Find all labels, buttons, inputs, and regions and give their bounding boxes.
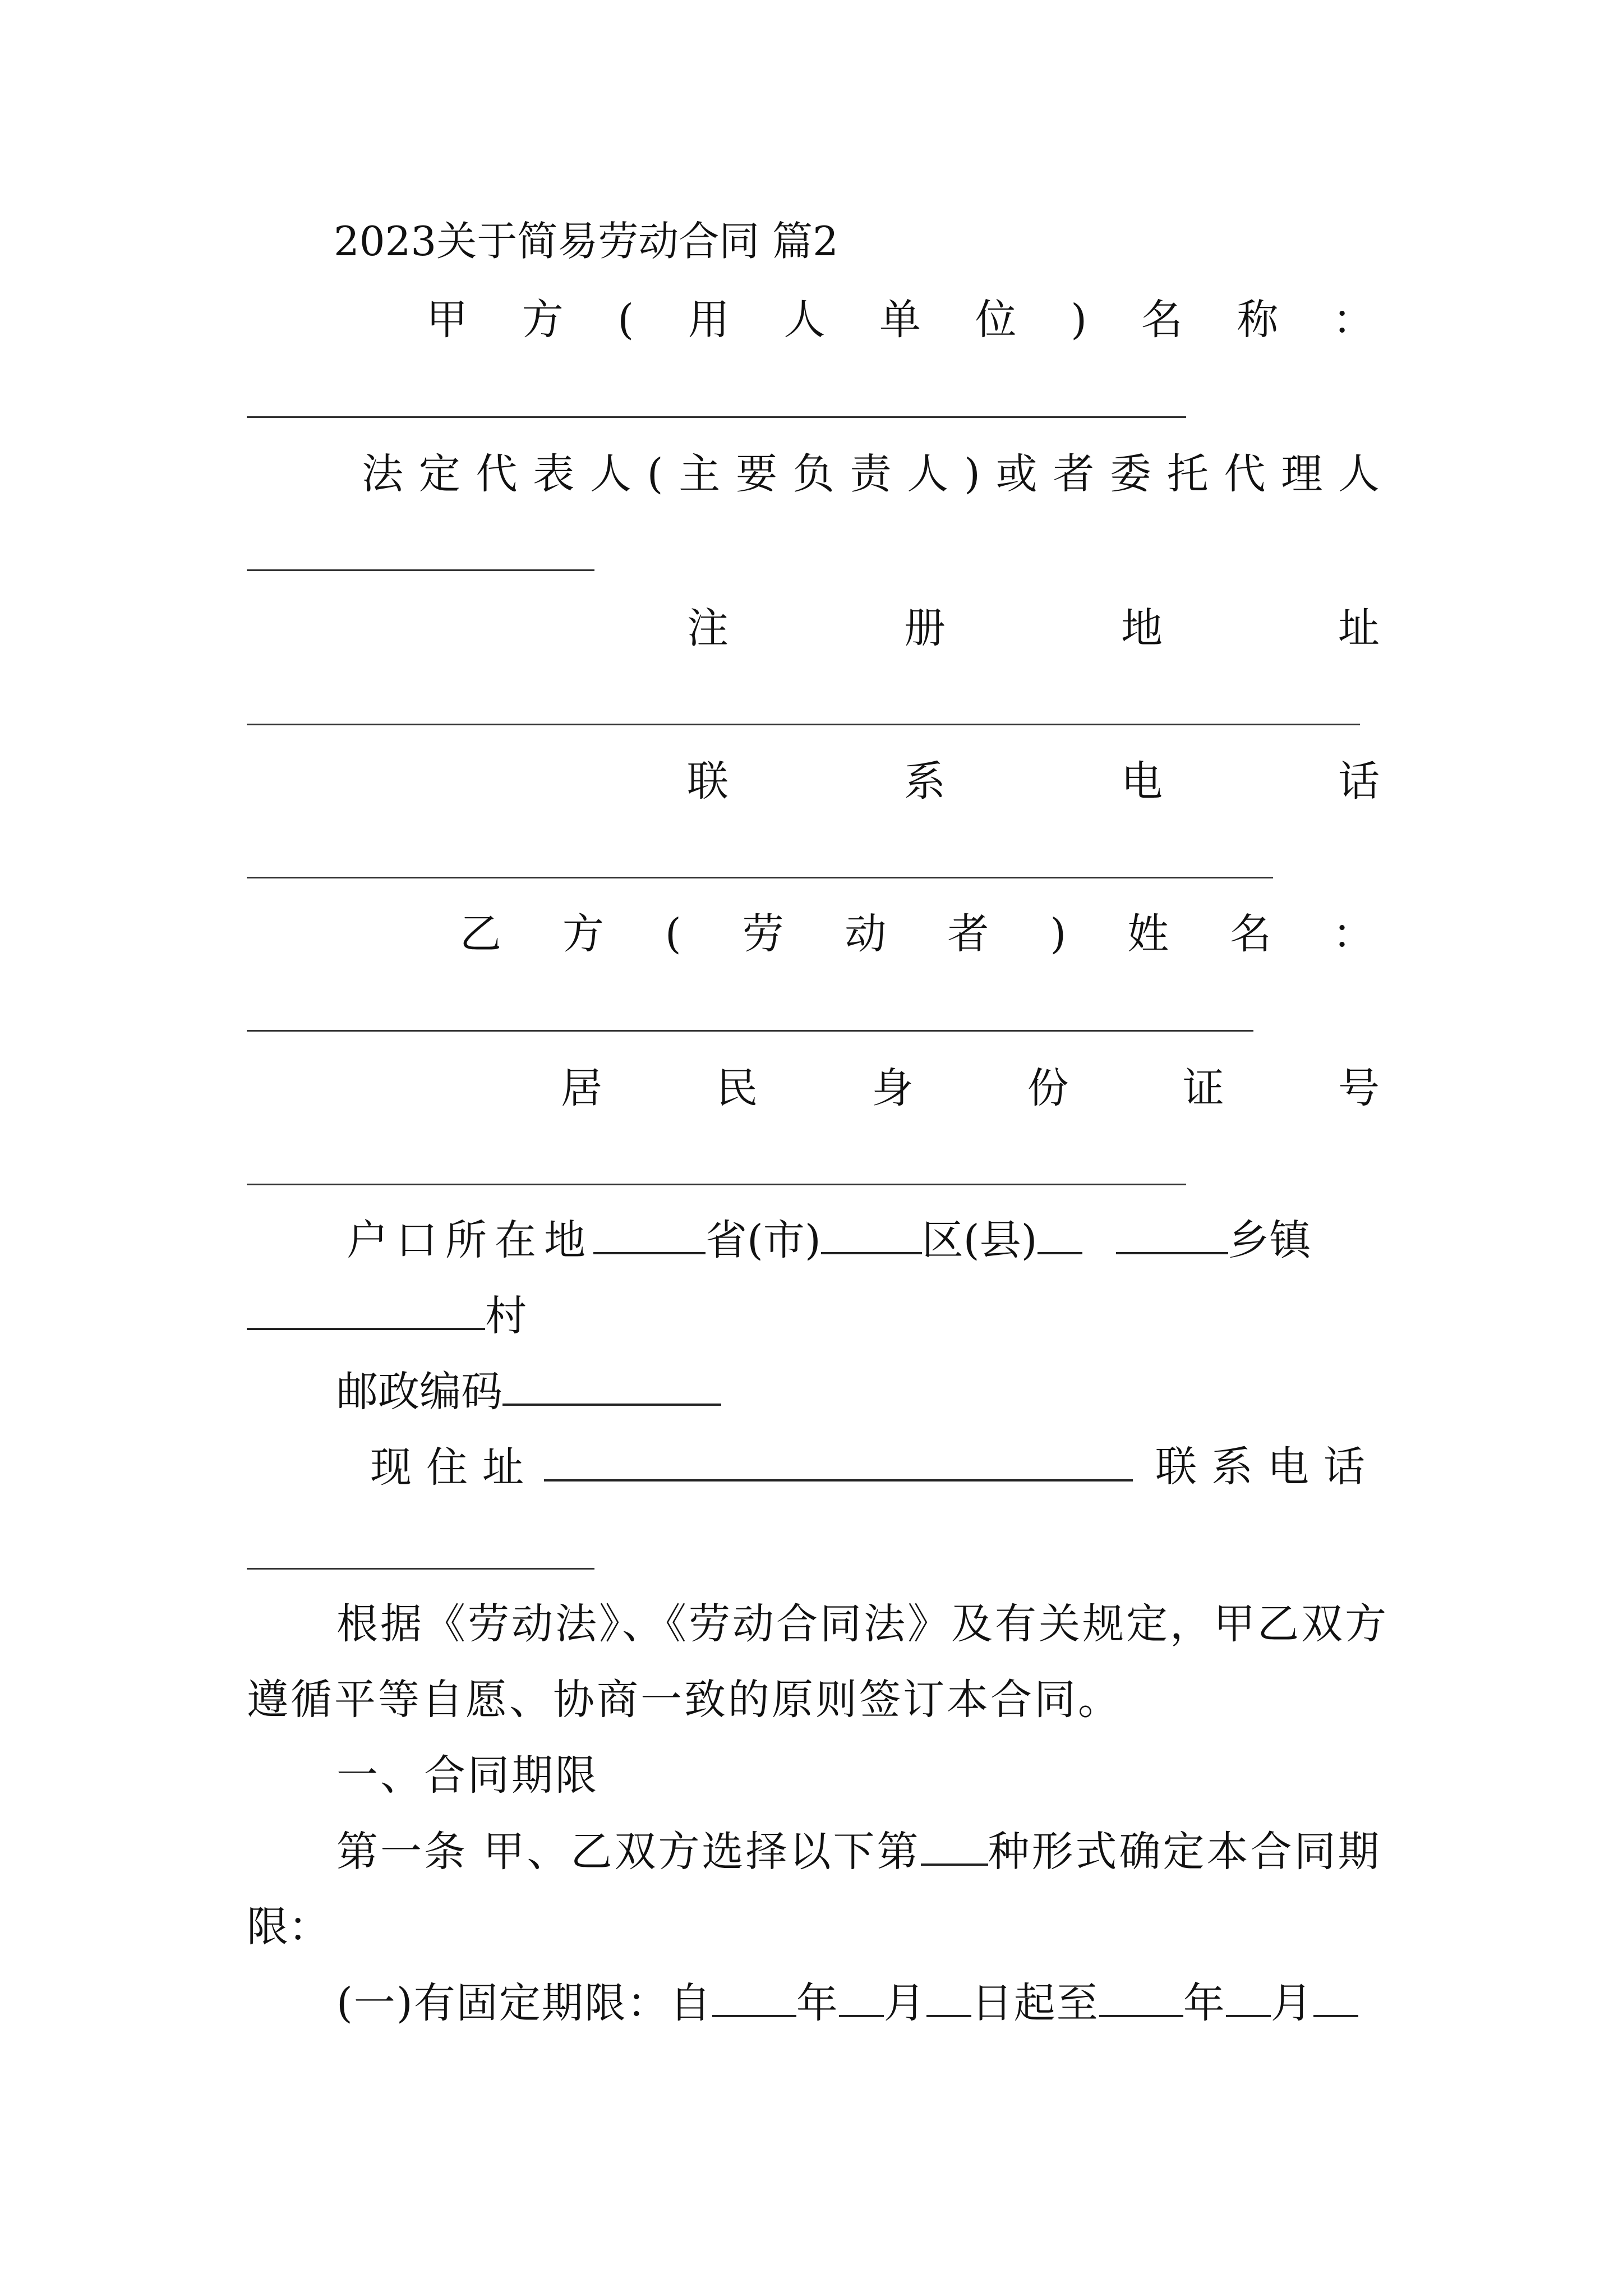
county-blank [1038,1212,1082,1254]
label-char: ( [665,910,681,958]
label-char: 注 [687,604,728,652]
label-char: 户 [347,1216,396,1264]
label-char: 址 [482,1443,538,1492]
article-1-line [336,1823,1382,1880]
legal-representative-label [362,446,1380,502]
label-char: 名 [1230,910,1271,958]
end-day-blank [1313,1975,1358,2017]
end-month-label: 月 [1270,1979,1313,2027]
registered-address-label [687,600,1380,656]
label-char: 话 [1338,757,1380,806]
label-char: 身 [872,1064,914,1112]
label-char: 人 [589,450,631,498]
label-char: 负 [792,450,834,498]
label-char: 在 [495,1216,544,1264]
label-char: 托 [1166,450,1209,498]
label-char: 系 [904,757,946,806]
label-char: ) [1071,296,1087,344]
end-year-blank [1099,1975,1183,2017]
label-char: 地 [1121,604,1163,652]
label-char: 表 [533,450,575,498]
household-label [347,1216,593,1264]
legal-representative-blank [247,569,594,571]
label-char: ) [963,450,980,498]
label-char: 电 [1267,1443,1324,1491]
town-blank [1116,1212,1228,1254]
town-label: 乡镇 [1228,1216,1311,1264]
district-label: 区(县) [921,1216,1038,1264]
label-char: 法 [362,450,403,498]
label-char: 居 [561,1064,602,1112]
article-1-suffix: 种形式确定本合同期 [988,1828,1382,1876]
residence-label [370,1443,538,1492]
start-year-blank [712,1975,796,2017]
province-blank [593,1212,706,1254]
label-char: 者 [1053,450,1095,498]
day-from-label: 日起至 [971,1979,1099,2027]
label-char: 名 [1141,296,1183,344]
start-month-label: 月 [883,1979,926,2027]
label-char: 代 [1224,450,1266,498]
label-char: 方 [522,296,564,344]
postcode-line [336,1363,721,1420]
label-char: 册 [904,604,946,652]
label-char: 住 [426,1443,482,1492]
label-char: 理 [1281,450,1323,498]
party-b-name-blank [247,1030,1253,1032]
province-label: 省(市) [706,1216,821,1264]
label-char: 系 [1211,1443,1267,1491]
label-char: 话 [1324,1443,1380,1491]
label-char: 甲 [426,296,468,344]
label-char: 人 [1338,450,1380,498]
label-char: 位 [975,296,1017,344]
end-year-label: 年 [1183,1979,1226,2027]
start-day-blank [926,1975,971,2017]
residence-line [370,1439,1380,1496]
end-month-blank [1226,1975,1271,2017]
article-1-blank [921,1823,988,1866]
label-char: ( [617,296,634,344]
label-char: ： [1332,296,1374,344]
contact-phone-label [687,753,1380,809]
postcode-label: 邮政编码 [336,1368,502,1416]
label-char: 劳 [742,910,784,958]
label-char: 人 [907,450,949,498]
label-char: 称 [1237,296,1279,344]
label-char: 方 [562,910,604,958]
fixed-term-line [336,1975,1358,2031]
district-blank [821,1212,922,1254]
article-1-line-2: 限： [247,1903,330,1951]
label-char: 址 [1338,604,1380,652]
residence-phone-label [1155,1439,1380,1495]
label-char: 定 [418,450,460,498]
label-char: 或 [995,450,1038,498]
party-a-name-label [426,292,1374,348]
residence-blank [544,1439,1133,1481]
basis-line-2: 遵循平等自愿、协商一致的原则签订本合同。 [247,1676,1122,1724]
label-char: ： [1332,910,1374,958]
section-1-heading: 一、合同期限 [336,1751,599,1800]
label-char: 单 [879,296,921,344]
label-char: 证 [1182,1064,1224,1112]
label-char: 用 [688,296,730,344]
household-registration-line [347,1212,1311,1268]
start-month-blank [839,1975,884,2017]
label-char: 乙 [460,910,501,958]
label-char: 电 [1121,757,1163,806]
village-line [247,1287,527,1344]
label-char: 责 [850,450,892,498]
label-char: ( [647,450,663,498]
document-title: 2023关于简易劳动合同 篇2 [334,218,838,265]
village-blank [247,1287,485,1330]
label-char: 者 [947,910,989,958]
registered-address-blank [247,724,1360,725]
id-number-blank [247,1184,1186,1185]
fixed-term-label: (一)有固定期限：自 [336,1979,712,2027]
label-char: 联 [687,757,728,806]
article-1-prefix: 第一条 甲、乙双方选择以下第 [336,1828,921,1876]
label-char: 份 [1027,1064,1069,1112]
label-char: 人 [783,296,826,344]
residence-phone-blank [247,1568,594,1570]
label-char: 所 [445,1216,495,1264]
contact-phone-blank [247,877,1273,878]
party-a-name-blank [247,416,1186,418]
label-char: 姓 [1127,910,1169,958]
label-char: 要 [736,450,778,498]
party-b-name-label [460,906,1374,962]
label-char: 主 [679,450,721,498]
label-char: 联 [1155,1443,1211,1491]
postcode-blank [502,1363,721,1406]
village-label: 村 [485,1292,527,1340]
label-char: 动 [845,910,887,958]
basis-line-1: 根据《劳动法》、《劳动合同法》及有关规定，甲乙双方 [336,1600,1389,1648]
label-char: 现 [370,1443,426,1492]
label-char: 地 [544,1216,593,1264]
label-char: 民 [716,1064,758,1112]
label-char: 号 [1338,1064,1380,1112]
id-number-label [561,1060,1380,1116]
start-year-label: 年 [796,1979,839,2027]
label-char: 委 [1110,450,1152,498]
label-char: ) [1050,910,1067,958]
label-char: 口 [396,1216,445,1264]
label-char: 代 [476,450,518,498]
